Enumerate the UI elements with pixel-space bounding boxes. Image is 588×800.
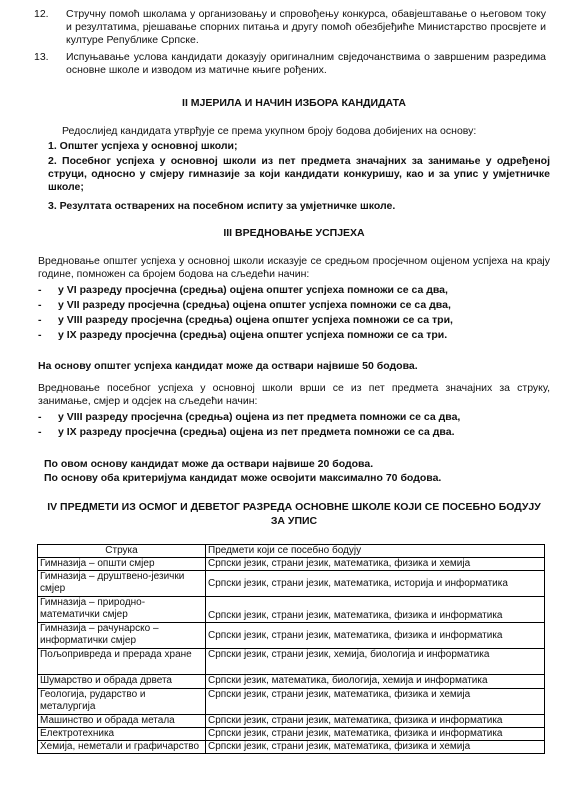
table-row [38,623,545,649]
cell-predmeti: Српски језик, математика, биологија, хемија и информатика [206,675,545,689]
cell-predmeti: Српски језик, страни језик, математика, физика и информатика [206,728,545,741]
section-heading-4-line2: ЗА УПИС [270,515,318,527]
table-row [38,728,545,741]
table-row [38,649,545,675]
list-item: - у IX разреду просјечна (средња) оцјена општег успјеха помножи се са три. [38,329,448,341]
table-row [38,558,545,571]
cell-predmeti: Српски језик, страни језик, математика, историја и информатика [206,571,545,597]
item-text: Испуњавање услова кандидати доказују оригиналним свједочанствима о завршеним разредима основне школе и изводом из матичне књиге рођених. [66,51,546,76]
section-heading-4: IV ПРЕДМЕТИ ИЗ ОСМОГ И ДЕВЕТОГ РАЗРЕДА ОСНОВНЕ ШКОЛЕ КОЈИ СЕ ПОСЕБНО БОДУЈУ [47,501,541,513]
cell-struka: Гимназија – друштвено-језички смјер [38,571,206,597]
cell-struka: Машинство и обрада метала [38,715,206,728]
table-row [38,741,545,754]
cell-predmeti: Српски језик, страни језик, математика, физика и информатика [206,597,545,623]
table-row [38,571,545,597]
list-item-13 [34,51,554,79]
criterion-1: 1. Општег успјеха у основној школи; [48,140,238,152]
general-success-list [38,284,558,344]
cell-predmeti: Српски језик, страни језик, математика, физика и хемија [206,558,545,571]
list-item: - у VIII разреду просјечна (средња) оцјена општег успјеха помножи се са три, [38,314,453,326]
item-number: 13. [34,51,49,63]
cell-predmeti: Српски језик, страни језик, хемија, биологија и информатика [206,649,545,675]
section-heading-3: III ВРЕДНОВАЊЕ УСПЈЕХА [223,227,365,239]
section-heading-2: II МЈЕРИЛА И НАЧИН ИЗБОРА КАНДИДАТА [182,97,406,109]
table-row [38,675,545,689]
table-row [38,715,545,728]
cell-struka: Шумарство и обрада дрвета [38,675,206,689]
subjects-table [37,544,545,754]
cell-predmeti: Српски језик, страни језик, математика, физика и хемија [206,741,545,754]
table-row [38,689,545,715]
cell-struka: Геологија, рударство и металургија [38,689,206,715]
list-item: - у VIII разреду просјечна (средња) оцјена из пет предмета помножи се са два, [38,411,461,423]
section3-para1: Вредновање општег успјеха у основној школи исказује се средњом просјечном оцјеном успјеха на крају године, помножен са бројем бодова на сљедећи начин: [38,255,550,280]
cell-struka: Гимназија – природно-математички смјер [38,597,206,623]
cell-struka: Гимназија – рачунарско – информатички смјер [38,623,206,649]
list-item: - у VII разреду просјечна (средња) оцјена општег успјеха помножи се са два, [38,299,451,311]
column-header-struka: Струка [38,545,206,558]
table-row [38,597,545,623]
max-50-note: На основу општег успјеха кандидат може да оствари највише 50 бодова. [38,360,418,372]
cell-predmeti: Српски језик, страни језик, математика, физика и хемија [206,689,545,715]
max-70-note: По основу оба критеријума кандидат може освојити максимално 70 бодова. [44,472,442,484]
list-item-12 [34,8,554,50]
criterion-3: 3. Резултата остварених на посебном испиту за умјетничке школе. [48,200,396,212]
cell-predmeti: Српски језик, страни језик, математика, физика и информатика [206,715,545,728]
list-item: - у VI разреду просјечна (средња) оцјена општег успјеха помножи се са два, [38,284,448,296]
criterion-2: 2. Посебног успјеха у основној школи из пет предмета значајних за занимање у одређеној струци, односно у смјеру гимназије за који кандидати конкуришу, као и за упис у умјетничке школе; [48,155,550,193]
list-item: - у IX разреду просјечна (средња) оцјена из пет предмета помножи се са два. [38,426,455,438]
item-text: Стручну помоћ школама у организовању и спровођењу конкурса, обавјештавање о његовом току и резултатима, рјешавање спорних питања и другу помоћ обезбјеђиће Министарство просвјете и културе Републике Српске. [66,8,546,46]
cell-struka: Пољопривреда и прерада хране [38,649,206,675]
section3-para2: Вредновање посебног успјеха у основној школи врши се из пет предмета значајних за струку, занимање, смјер и одсјек на сљедећи начин: [38,382,550,407]
cell-struka: Гимназија – општи смјер [38,558,206,571]
special-success-list [38,411,558,441]
max-20-note: По овом основу кандидат може да оствари највише 20 бодова. [44,458,374,470]
cell-predmeti: Српски језик, страни језик, математика, физика и информатика [206,623,545,649]
cell-struka: Хемија, неметали и графичарство [38,741,206,754]
cell-struka: Електротехника [38,728,206,741]
column-header-predmeti: Предмети који се посебно бодују [206,545,545,558]
item-number: 12. [34,8,49,20]
section2-intro: Редослиjед кандидата утврђује се према укупном броју бодова добијених на основу: [62,125,477,137]
table-header-row [38,545,545,558]
